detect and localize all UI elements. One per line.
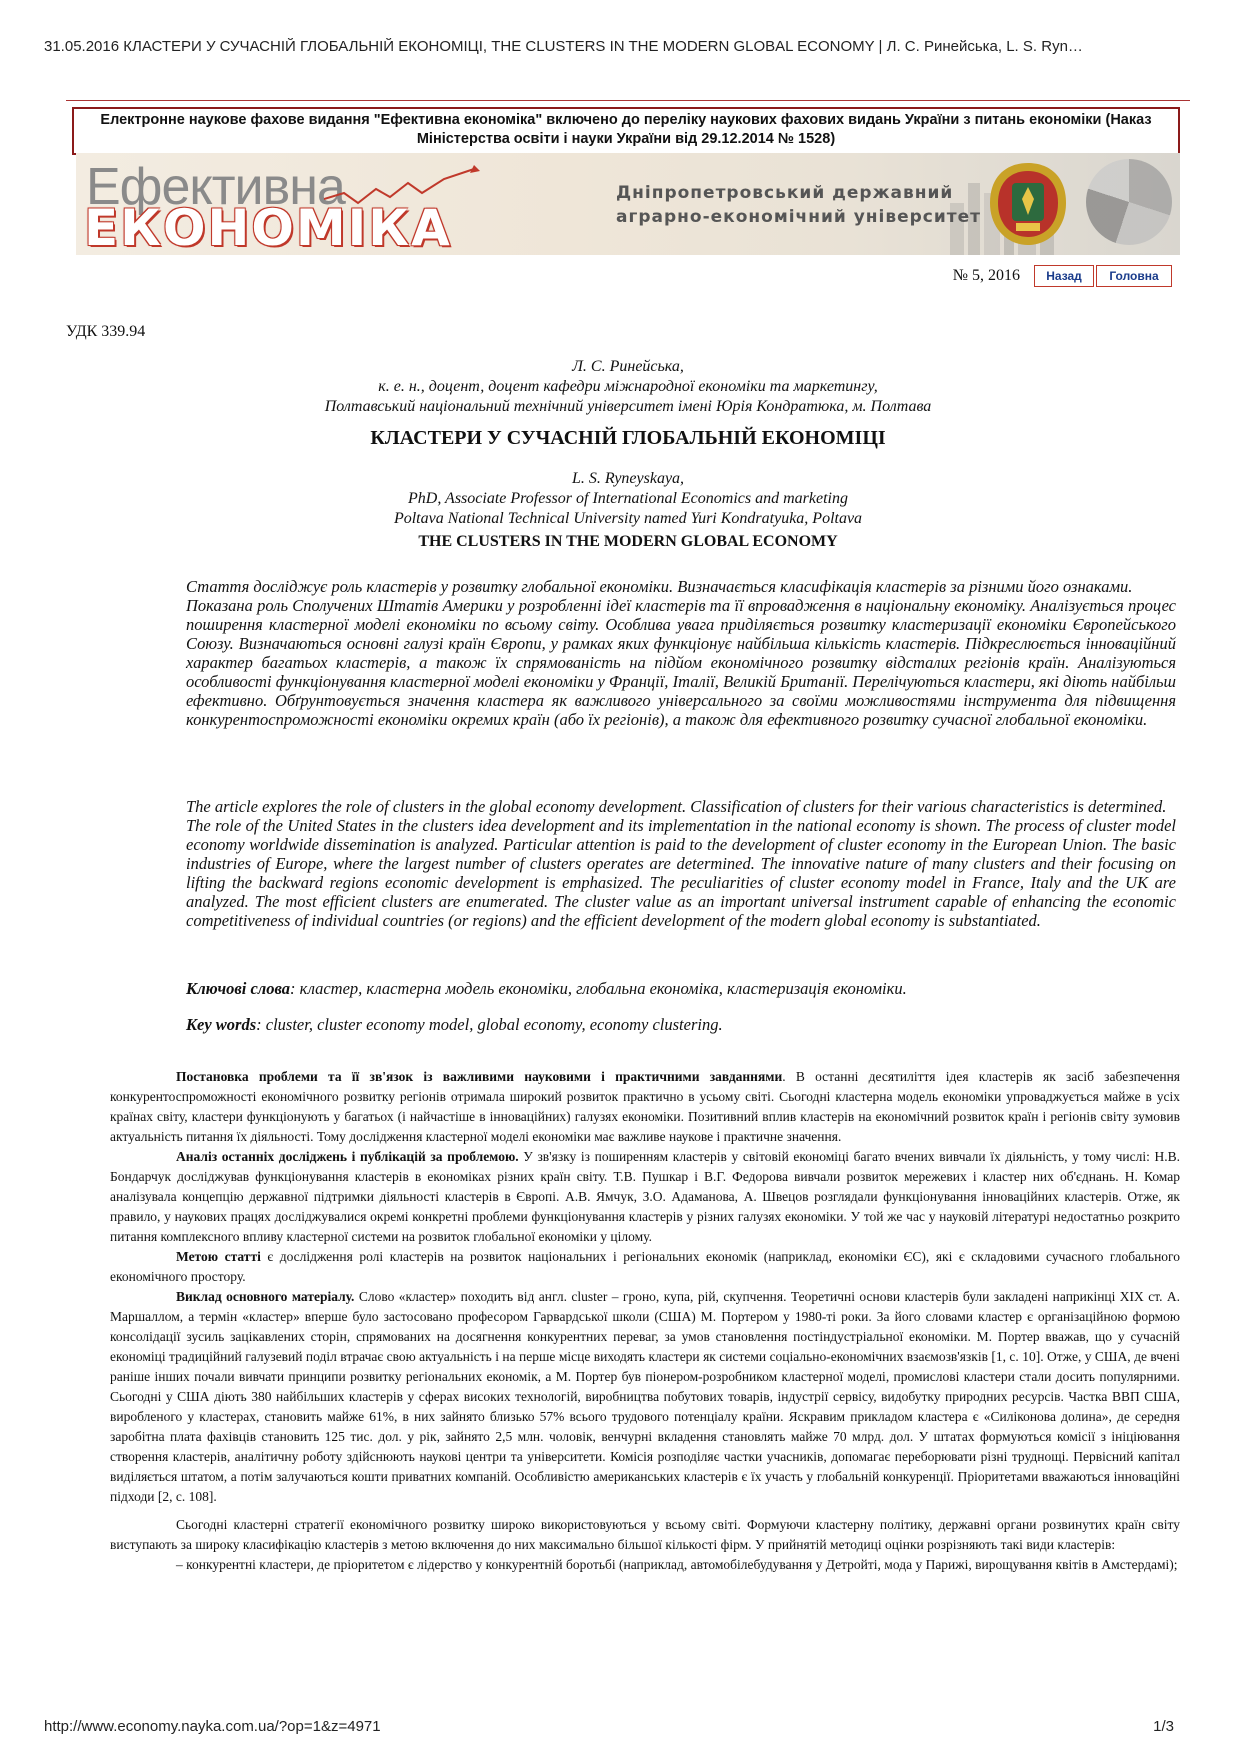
abstract-en: [186, 797, 1176, 930]
keywords-en-text: : cluster, cluster economy model, global economy, economy clustering.: [256, 1015, 723, 1034]
keywords-ua-text: : кластер, кластерна модель економіки, глобальна економіка, кластеризація економіки.: [290, 979, 907, 998]
university-line-2: аграрно-економічний університет: [616, 207, 982, 227]
paragraph-aim-lead: Метою статті: [176, 1249, 261, 1264]
paragraph-main-lead: Виклад основного матеріалу.: [176, 1289, 355, 1304]
article-page: [66, 100, 1190, 1681]
author-block-ua: [66, 357, 1190, 417]
paragraph-main: [110, 1287, 1180, 1507]
author-affiliation-ua: Полтавський національний технічний університет імені Юрія Кондратюка, м. Полтава: [324, 398, 932, 415]
abstract-en-p1: The article explores the role of clusters in the global economy development. Classification of clusters for their various characteristics is determined.: [186, 797, 1167, 816]
abstract-ua: [186, 577, 1176, 729]
back-button[interactable]: Назад: [1034, 265, 1094, 287]
paragraph-problem: [110, 1067, 1180, 1147]
author-affiliation-en: Poltava National Technical University named Yuri Kondratyuka, Poltava: [393, 510, 863, 527]
keywords-en: [186, 1015, 1176, 1034]
paragraph-analysis: [110, 1147, 1180, 1247]
university-line-1: Дніпропетровський державний: [616, 183, 954, 203]
logo-top-text: Ефективна: [86, 158, 345, 216]
pie-chart-decoration: [1086, 159, 1172, 245]
article-body: [110, 1067, 1180, 1575]
keywords-ua: [186, 979, 1176, 998]
author-block-en: [66, 469, 1190, 529]
udk-code: УДК 339.94: [66, 323, 146, 340]
keywords-en-label: Key words: [186, 1015, 257, 1034]
page-url: http://www.economy.nayka.com.ua/?op=1&z=4971: [44, 1718, 381, 1735]
keywords-ua-label: Ключові слова: [186, 979, 291, 998]
list-item-competitive: – конкурентні кластери, де пріоритетом є лідерство у конкурентній боротьбі (наприклад, автомобілебудування у Детройті, мода у Парижі, вирощування квітів в Амстердамі);: [176, 1557, 1178, 1572]
home-button[interactable]: Головна: [1096, 265, 1172, 287]
journal-banner: [76, 153, 1180, 255]
article-title-en: THE CLUSTERS IN THE MODERN GLOBAL ECONOMY: [418, 533, 838, 550]
paragraph-main-text: Слово «кластер» походить від англ. cluster – гроно, купа, рій, скупчення. Теоретичні основи кластерів були закладені наприкінці XIX ст. А. Маршаллом, а термін «кластер» вперше було застосовано професором Гарвардської школи (США) М. Портером у 1980-ті роки. За його словами кластер є організаційною формою консолідації зусиль зацікавлених сторін, спрямованих на досягнення конкурентних переваг, за умов становлення постіндустріальної економіки. М. Портер вважав, що у сучасній економіці традиційний галузевий поділ втрачає свою актуальність і на перше місце виходять кластери як системи соціально-економічних взаємозв'язків [1, с. 10]. Отже, у США, де вчені раніше інших почали вивчати принципи розвитку регіональних економік, а М. Портер був піонером-розробником кластерної моделі, промислові кластери стали досить популярними. Сьогодні у США діють 380 найбільших кластерів у сферах високих технологій, виробництва побутових товарів, індустрії сервісу, видобутку природних ресурсів. Частка ВВП США, виробленого у кластерах, становить майже 61%, в них зайнято близько 57% всього трудового потенціалу країни. Яскравим прикладом кластера є «Силіконова долина», де середня заробітна плата фахівців становить 125 тис. дол. у рік, зайнято 2,5 млн. чоловік, венчурні вкладення становлять майже 70 млрд. дол. У штатах формуються комісії з ініціювання створення кластерів, аналітичну роботу здійснюють наукові центри та університети. Комісія розподіляє частки учасників, допомагає переборювати різні труднощі. Первісний капітал виділяється штатом, а потім залучаються кошти приватних компаній. Особливістю американських кластерів є їх участь у глобальній конкуренції. Пріоритетами вважаються інноваційні підходи [2, с. 108].: [110, 1289, 1180, 1504]
paragraph-problem-lead: Постановка проблеми та її зв'язок із важливими науковими і практичними завданнями: [176, 1069, 783, 1084]
journal-notice: Електронне наукове фахове видання "Ефективна економіка" включено до переліку наукових фахових видань України з питань економіки (Наказ Міністерства освіти і науки України від 29.12.2014 № 1528): [72, 107, 1180, 155]
university-name: [616, 181, 981, 229]
paragraph-analysis-text: У зв'язку із поширенням кластерів у світовій економіці багато вчених вивчали їх діяльність, у тому числі: Н.В. Бондарчук досліджував функціонування кластерів в економіках різних країн світу. Т.В. Пушкар і В.Г. Федорова вивчали розвиток мережевих і кластер них об'єднань. Н. Комар аналізувала концепцію державної підтримки діяльності кластерів в Європі. А.В. Ямчук, З.О. Адаманова, А. Швецов розглядали функціонування інноваційних кластерів. Отже, як правило, у наукових працях досліджувалися окремі конкретні проблеми функціонування кластерів у різних галузях економіки. У той же час у науковій літературі недостатньо розкрито питання комплексного впливу кластерної системи на розвиток глобальної економіки у цілому.: [110, 1149, 1181, 1244]
paragraph-aim-text: є дослідження ролі кластерів на розвиток національних і регіональних економік (наприклад, економіки ЄС), які є складовими сучасного глобального економічного простору.: [110, 1249, 1180, 1284]
university-emblem-icon: [986, 159, 1070, 249]
abstract-en-p2: The role of the United States in the clusters idea development and its implementation in the national economy is shown. The process of cluster model economy worldwide dissemination is analyzed. Particular attention is paid to the development of cluster economy in the European Union. The basic industries of Europe, where the largest number of clusters operates are determined. The innovative nature of many clusters and their focusing on lifting the backward regions economic development is emphasized. The peculiarities of cluster economy model in France, Italy and the UK are analyzed. The most efficient clusters are enumerated. The cluster value as an important universal instrument capable of enhancing the economic competitiveness of individual countries (or regions) and the efficient development of the modern global economy is substantiated.: [186, 816, 1176, 930]
print-header: 31.05.2016 КЛАСТЕРИ У СУЧАСНІЙ ГЛОБАЛЬНІЙ ЕКОНОМІЦІ, THE CLUSTERS IN THE MODERN GLOBAL ECONOMY | Л. С. Ринейська, L. S. Ryn…: [44, 38, 1083, 55]
abstract-ua-p1: Стаття досліджує роль кластерів у розвитку глобальної економіки. Визначається класифікація кластерів за різними його ознаками.: [186, 577, 1133, 596]
paragraph-aim: [110, 1247, 1180, 1287]
issue-number: № 5, 2016: [952, 267, 1020, 284]
author-name-ua: Л. С. Ринейська,: [572, 358, 684, 375]
article-title-ua: КЛАСТЕРИ У СУЧАСНІЙ ГЛОБАЛЬНІЙ ЕКОНОМІЦІ: [370, 427, 886, 449]
author-position-ua: к. е. н., доцент, доцент кафедри міжнародної економіки та маркетингу,: [378, 378, 878, 395]
author-position-en: PhD, Associate Professor of International Economics and marketing: [408, 490, 848, 507]
paragraph-strategies: Сьогодні кластерні стратегії економічного розвитку широко використовуються у всьому світі. Формуючи кластерну політику, державні органи розвинутих країн світу виступають за широку класифікацію кластерів з метою включення до них максимально більшої кількості фірм. У прийнятій методиці оцінки розрізняють такі види кластерів:: [110, 1517, 1180, 1552]
logo-bottom-text: ЕКОНОМІКА: [84, 199, 452, 255]
paragraph-problem-text: . В останні десятиліття ідея кластерів як засіб забезпечення конкурентоспроможності економічного розвитку регіонів отримала широкий розвиток практично в усьому світі. Сьогодні кластерна модель економіки упроваджується майже в усіх країнах світу, кластери функціонують у багатьох (і найчастіше в інноваційних) галузях економіки. Позитивний вплив кластерів на економічний розвиток країн і регіонів світу зумовив актуальність питання їх діяльності. Тому дослідження кластерної моделі економіки має важливе наукове і практичне значення.: [110, 1069, 1181, 1144]
author-name-en: L. S. Ryneyskaya,: [571, 470, 685, 487]
abstract-ua-p2: Показана роль Сполучених Штатів Америки у розробленні ідеї кластерів та її впровадження в національну економіку. Аналізується процес поширення кластерної моделі економіки по всьому світу. Особлива увага приділяється розвитку кластеризації економіки Європейського Союзу. Визначаються основні галузі країн Європи, у рамках яких функціонує найбільша кількість кластерів. Підкреслюється інноваційний характер багатьох кластерів, а також їх спрямованість на підйом економічного розвитку відсталих регіонів країн. Аналізуються особливості функціонування кластерної моделі економіки у Франції, Італії, Великій Британії. Перелічуються кластери, які діють найбільш ефективно. Обґрунтовується значення кластера як важливого універсального за своїми можливостями інструмента для підвищення конкурентоспроможності економіки окремих країн (або їх регіонів), а також для ефективного розвитку сучасної глобальної економіки.: [186, 596, 1176, 729]
paragraph-analysis-lead: Аналіз останніх досліджень і публікацій за проблемою.: [176, 1149, 519, 1164]
page-number: 1/3: [1153, 1718, 1174, 1735]
